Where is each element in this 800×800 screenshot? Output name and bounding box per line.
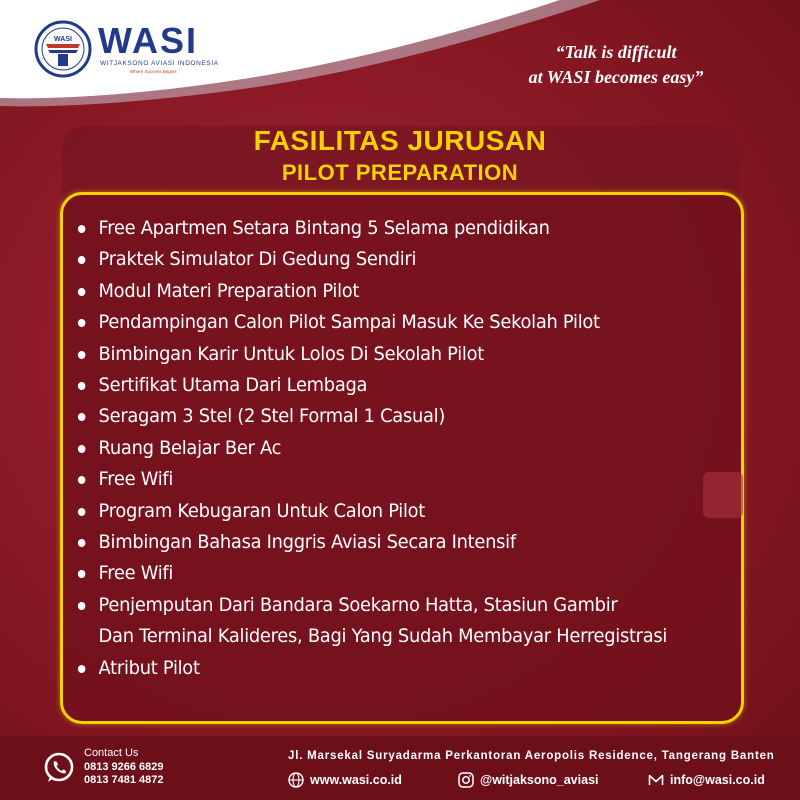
whatsapp-icon[interactable] bbox=[42, 751, 76, 785]
list-item: Praktek Simulator Di Gedung Sendiri bbox=[76, 244, 696, 275]
list-item: Pendampingan Calon Pilot Sampai Masuk Ke Sekolah Pilot bbox=[76, 307, 696, 338]
tagline-line-1: “Talk is difficult bbox=[555, 42, 677, 62]
list-item: Modul Materi Preparation Pilot bbox=[76, 276, 696, 307]
list-item: Atribut Pilot bbox=[76, 653, 696, 684]
page-subtitle: PILOT PREPARATION bbox=[281, 160, 519, 185]
phone-number-2[interactable]: 0813 7481 4872 bbox=[84, 774, 164, 786]
email-text: info@wasi.co.id bbox=[670, 773, 765, 787]
instagram-icon bbox=[458, 772, 474, 788]
footer bbox=[0, 736, 800, 800]
mail-icon bbox=[648, 772, 664, 788]
address: Jl. Marsekal Suryadarma Perkantoran Aeropolis Residence, Tangerang Banten bbox=[288, 750, 775, 762]
list-item bbox=[76, 590, 696, 653]
list-item-line-1: Penjemputan Dari Bandara Soekarno Hatta, Stasiun Gambir bbox=[98, 593, 618, 616]
list-item: Ruang Belajar Ber Ac bbox=[76, 433, 696, 464]
wasi-emblem-icon bbox=[34, 20, 92, 78]
list-item: Free Wifi bbox=[76, 464, 696, 495]
globe-icon bbox=[288, 772, 304, 788]
wasi-logo bbox=[34, 20, 234, 80]
contact-label: Contact Us bbox=[84, 747, 139, 759]
tagline-line-2: at WASI becomes easy” bbox=[528, 67, 704, 87]
instagram-text: @witjaksono_aviasi bbox=[480, 773, 599, 787]
list-item: Bimbingan Bahasa Inggris Aviasi Secara Intensif bbox=[76, 527, 696, 558]
list-item: Free Apartmen Setara Bintang 5 Selama pendidikan bbox=[76, 213, 696, 244]
phone-number-1[interactable]: 0813 9266 6829 bbox=[84, 761, 164, 773]
svg-text:WASI: WASI bbox=[54, 36, 72, 43]
website-text: www.wasi.co.id bbox=[310, 773, 402, 787]
list-item: Free Wifi bbox=[76, 558, 696, 589]
brand-full-name: WITJAKSONO AVIASI INDONESIA bbox=[100, 60, 219, 67]
list-item-line-2: Dan Terminal Kalideres, Bagi Yang Sudah Membayar Herregistrasi bbox=[98, 625, 668, 648]
list-item: Sertifikat Utama Dari Lembaga bbox=[76, 370, 696, 401]
brand-name: WASI bbox=[98, 20, 199, 61]
facilities-list bbox=[76, 213, 736, 684]
list-item: Seragam 3 Stel (2 Stel Formal 1 Casual) bbox=[76, 401, 696, 432]
list-item: Bimbingan Karir Untuk Lolos Di Sekolah Pilot bbox=[76, 339, 696, 370]
page-title: FASILITAS JURUSAN bbox=[253, 125, 547, 156]
brand-motto: Where Success Begins bbox=[130, 69, 177, 74]
list-item: Program Kebugaran Untuk Calon Pilot bbox=[76, 496, 696, 527]
tagline bbox=[496, 40, 736, 90]
